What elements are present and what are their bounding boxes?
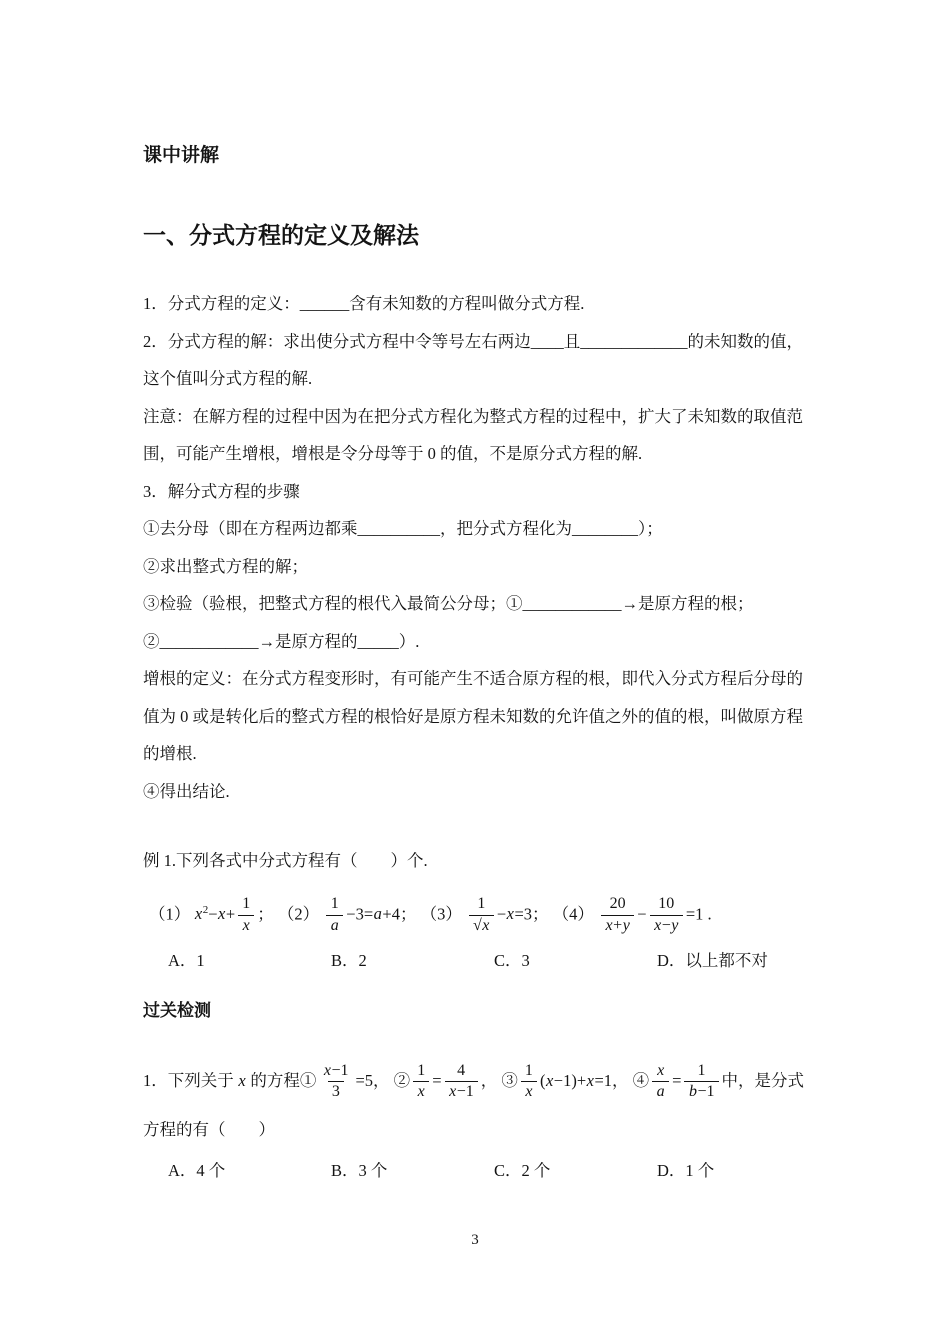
fraction: $\frac{4}{x-1}$ — [445, 1062, 478, 1102]
example1-option-d: D．以上都不对 — [657, 951, 768, 970]
solution-line-2: 这个值叫分式方程的解. — [143, 369, 313, 388]
example1-option-a: A．1 — [168, 951, 205, 970]
topic-heading: 一、分式方程的定义及解法 — [143, 222, 419, 248]
step-1-line: ①去分母（即在方程两边都乘__________，把分式方程化为________）； — [143, 519, 663, 538]
fraction: $\frac{1}{x}$ — [238, 895, 254, 935]
fraction: $\frac{x-1}{3}$ — [323, 1061, 349, 1101]
step-3-line-1: ③检验（验根，把整式方程的根代入最简公分母；①____________→是原方程的根； — [143, 594, 754, 613]
fraction: $\frac{1}{x}$ — [521, 1062, 537, 1102]
definition-line: 1．分式方程的定义：______含有未知数的方程叫做分式方程. — [143, 294, 585, 313]
quiz-q1-options — [143, 1152, 815, 1190]
example1-options — [143, 942, 815, 980]
lecture-notes — [143, 285, 815, 810]
fraction: $\frac{1}{x}$ — [413, 1062, 429, 1102]
steps-heading-line: 3．解分式方程的步骤 — [143, 481, 300, 501]
example1-expressions: （1） $x^2-x+$ $\frac{1}{x}$ ； （2） $\frac{1}{a}$ −3=a+4； （3） $\frac{1}{√x}$ −x=3； （4） $\frac{20}{x+y}$ − $\frac{10}{x-y}$ =1 . — [149, 895, 712, 934]
quiz-q1-option-c: C．2 个 — [494, 1161, 551, 1180]
step-2-line: ②求出整式方程的解； — [143, 556, 308, 576]
step-3-line-2: ②____________→是原方程的_____）. — [143, 631, 420, 651]
quiz-q1-option-b: B．3 个 — [331, 1161, 388, 1180]
example1-option-b: B．2 — [331, 951, 367, 970]
fraction: $\frac{1}{√x}$ — [469, 895, 494, 935]
fraction: $\frac{10}{x-y}$ — [650, 895, 683, 935]
extraneous-root-line-3: 的增根. — [143, 744, 197, 763]
example1-option-c: C．3 — [494, 951, 530, 970]
note-line-2: 围，可能产生增根，增根是令分母等于 0 的值，不是原分式方程的解. — [143, 444, 643, 463]
page-number: 3 — [471, 1232, 479, 1248]
note-line-1: 注意：在解方程的过程中因为在把分式方程化为整式方程的过程中，扩大了未知数的取值范 — [143, 406, 803, 426]
section-heading: 课中讲解 — [143, 145, 220, 166]
solution-line-1: 2．分式方程的解：求出使分式方程中令等号左右两边____且_____________的未知数的值， — [143, 331, 803, 351]
document-content — [143, 0, 815, 1190]
quiz-q1-line1: 1．下列关于 x 的方程① $\frac{x-1}{3}$ =5， ② $\frac{1}{x}$ = $\frac{4}{x-1}$ ， ③ $\frac{1}{x}$ (x−1)+x=1， ④ $\frac{x}{a}$ = $\frac{1}{b-1}$ 中，是分式 — [143, 1061, 804, 1101]
extraneous-root-line-2: 值为 0 或是转化后的整式方程的根恰好是原方程未知数的允许值之外的值的根，叫做原方程 — [143, 706, 803, 726]
quiz-q1-option-a: A．4 个 — [168, 1161, 226, 1180]
fraction: $\frac{20}{x+y}$ — [601, 895, 634, 935]
example1-prompt: 例 1.下列各式中分式方程有（ ）个. — [143, 851, 428, 870]
fraction: $\frac{x}{a}$ — [652, 1062, 669, 1102]
quiz-q1-line2: 方程的有（ ） — [143, 1119, 275, 1139]
step-4-line: ④得出结论. — [143, 781, 230, 801]
quiz-q1-option-d: D．1 个 — [657, 1161, 715, 1180]
extraneous-root-line-1: 增根的定义：在分式方程变形时，有可能产生不适合原方程的根，即代入分式方程后分母的 — [143, 669, 803, 688]
fraction: $\frac{1}{a}$ — [326, 895, 343, 935]
fraction: $\frac{1}{b-1}$ — [684, 1062, 718, 1102]
quiz-heading: 过关检测 — [143, 1000, 211, 1020]
